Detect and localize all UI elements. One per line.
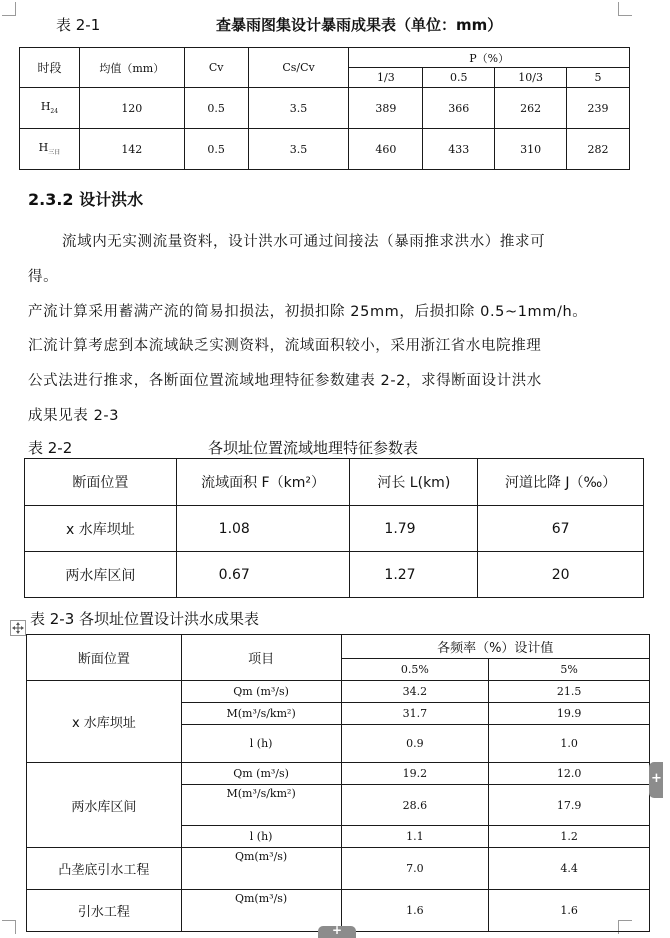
table22-header-cell: 断面位置: [25, 459, 177, 506]
paragraph-line: 得。: [28, 269, 59, 285]
row-label-subscript: 三日: [48, 149, 61, 157]
table21-cell: 310: [495, 129, 567, 170]
table-row: [20, 88, 630, 129]
table23-header-section: 断面位置: [27, 635, 182, 681]
table21-cell: 282: [567, 129, 630, 170]
table23-cell: 28.6: [341, 785, 489, 826]
table21-cell: 0.5: [184, 88, 248, 129]
table23-header-item: 项目: [181, 635, 341, 681]
table23-cell: 1.6: [341, 890, 489, 932]
table23-caption: 表 2-3 各坝址位置设计洪水成果表: [30, 610, 260, 628]
table23-cell: 1.2: [489, 826, 650, 848]
page-corner-mark: [2, 2, 16, 16]
table23-header-freq-col: 0.5%: [341, 659, 489, 681]
row-label-text: H: [40, 100, 51, 114]
paragraph-line: 流域内无实测流量资料，设计洪水可通过间接法（暴雨推求洪水）推求可: [62, 234, 546, 250]
table23-item: Qm (m³/s): [181, 763, 341, 785]
plus-icon: +: [651, 771, 662, 786]
table21-cell: 3.5: [248, 88, 349, 129]
section-heading: 2.3.2 设计洪水: [28, 190, 144, 209]
table23-header-freq-col: 5%: [489, 659, 650, 681]
table21-header-p-col: 1/3: [349, 68, 423, 88]
table-row: [27, 763, 650, 785]
move-icon[interactable]: [10, 620, 26, 636]
table23-item: M(m³/s/km²): [181, 785, 341, 826]
table23-cell: 31.7: [341, 703, 489, 725]
paragraph-line: 成果见表 2-3: [28, 408, 120, 424]
row-label-text: H: [38, 141, 49, 155]
page-corner-mark: [618, 2, 632, 16]
table21-cell: 142: [79, 129, 184, 170]
table23-cell: 34.2: [341, 681, 489, 703]
table23-cell: 1.0: [489, 725, 650, 763]
table23-group-name: 两水库区间: [27, 763, 182, 848]
table22-cell: 20: [478, 552, 644, 598]
table23-item: l (h): [181, 826, 341, 848]
table22-cell: 67: [478, 506, 644, 552]
table23-item: Qm(m³/s): [181, 848, 341, 890]
table21-cell: 433: [423, 129, 495, 170]
table22-caption-title: 各坝址位置流域地理特征参数表: [208, 439, 419, 457]
table21-row-label: [20, 88, 80, 129]
column-insert-tab[interactable]: [318, 923, 356, 938]
table21-caption-label: 表 2-1: [56, 16, 101, 34]
table23-item: Qm(m³/s): [181, 890, 341, 932]
table23-group-name: x 水库坝址: [27, 681, 182, 763]
table21: [19, 47, 630, 170]
paragraph-line: 公式法进行推求，各断面位置流域地理特征参数建表 2-2，求得断面设计洪水: [28, 373, 542, 389]
table-row: [27, 848, 650, 890]
table23-cell: 12.0: [489, 763, 650, 785]
table23-cell: 19.9: [489, 703, 650, 725]
table21-header-p-col: 5: [567, 68, 630, 88]
table22-cell: 1.27: [350, 552, 478, 598]
table23-cell: 4.4: [489, 848, 650, 890]
table-row: [25, 552, 644, 598]
table22-header-cell: 河长 L(km): [350, 459, 478, 506]
table21-cell: 460: [349, 129, 423, 170]
table23-cell: 1.6: [489, 890, 650, 932]
table23-cell: 19.2: [341, 763, 489, 785]
table21-cell: 3.5: [248, 129, 349, 170]
table22-cell: x 水库坝址: [25, 506, 177, 552]
row-insert-tab[interactable]: [649, 762, 663, 798]
table21-header-p: P（%）: [349, 48, 630, 68]
table23-cell: 17.9: [489, 785, 650, 826]
table22-cell: 1.08: [176, 506, 350, 552]
table-row: [27, 681, 650, 703]
table21-header-cscv: Cs/Cv: [248, 48, 349, 88]
table23-group-name: 引水工程: [27, 890, 182, 932]
table21-cell: 389: [349, 88, 423, 129]
table21-cell: 262: [495, 88, 567, 129]
paragraph-line: 汇流计算考虑到本流域缺乏实测资料，流域面积较小，采用浙江省水电院推理: [28, 338, 542, 354]
table23-cell: 7.0: [341, 848, 489, 890]
paragraph-line: 产流计算采用蓄满产流的简易扣损法，初损扣除 25mm，后损扣除 0.5~1mm/h。: [28, 304, 588, 320]
table23-cell: 1.1: [341, 826, 489, 848]
table21-header-p-col: 0.5: [423, 68, 495, 88]
table21-cell: 120: [79, 88, 184, 129]
table22-cell: 两水库区间: [25, 552, 177, 598]
table21-header-period: 时段: [20, 48, 80, 88]
table21-cell: 239: [567, 88, 630, 129]
page-corner-mark: [2, 920, 16, 934]
table21-row-label: [20, 129, 80, 170]
table22-header-cell: 流域面积 F（km²）: [176, 459, 350, 506]
table21-header-mean: 均值（mm）: [79, 48, 184, 88]
table23-item: Qm (m³/s): [181, 681, 341, 703]
table23-cell: 21.5: [489, 681, 650, 703]
table23-header-freq: 各频率（%）设计值: [341, 635, 649, 659]
table22: [24, 458, 644, 598]
table22-cell: 1.79: [350, 506, 478, 552]
table21-caption-title: 查暴雨图集设计暴雨成果表（单位：mm）: [216, 16, 503, 34]
table22-header-cell: 河道比降 J（‰）: [478, 459, 644, 506]
table-row: [25, 506, 644, 552]
table21-header-cv: Cv: [184, 48, 248, 88]
table23: [26, 634, 650, 932]
table23-group-name: 凸垄底引水工程: [27, 848, 182, 890]
table22-caption-label: 表 2-2: [28, 439, 73, 457]
table22-cell: 0.67: [176, 552, 350, 598]
table21-cell: 0.5: [184, 129, 248, 170]
table-row: [20, 129, 630, 170]
table23-item: l (h): [181, 725, 341, 763]
table21-cell: 366: [423, 88, 495, 129]
plus-icon: +: [332, 923, 343, 937]
table21-header-p-col: 10/3: [495, 68, 567, 88]
table23-cell: 0.9: [341, 725, 489, 763]
table23-item: M(m³/s/km²): [181, 703, 341, 725]
row-label-subscript: 24: [50, 108, 59, 116]
